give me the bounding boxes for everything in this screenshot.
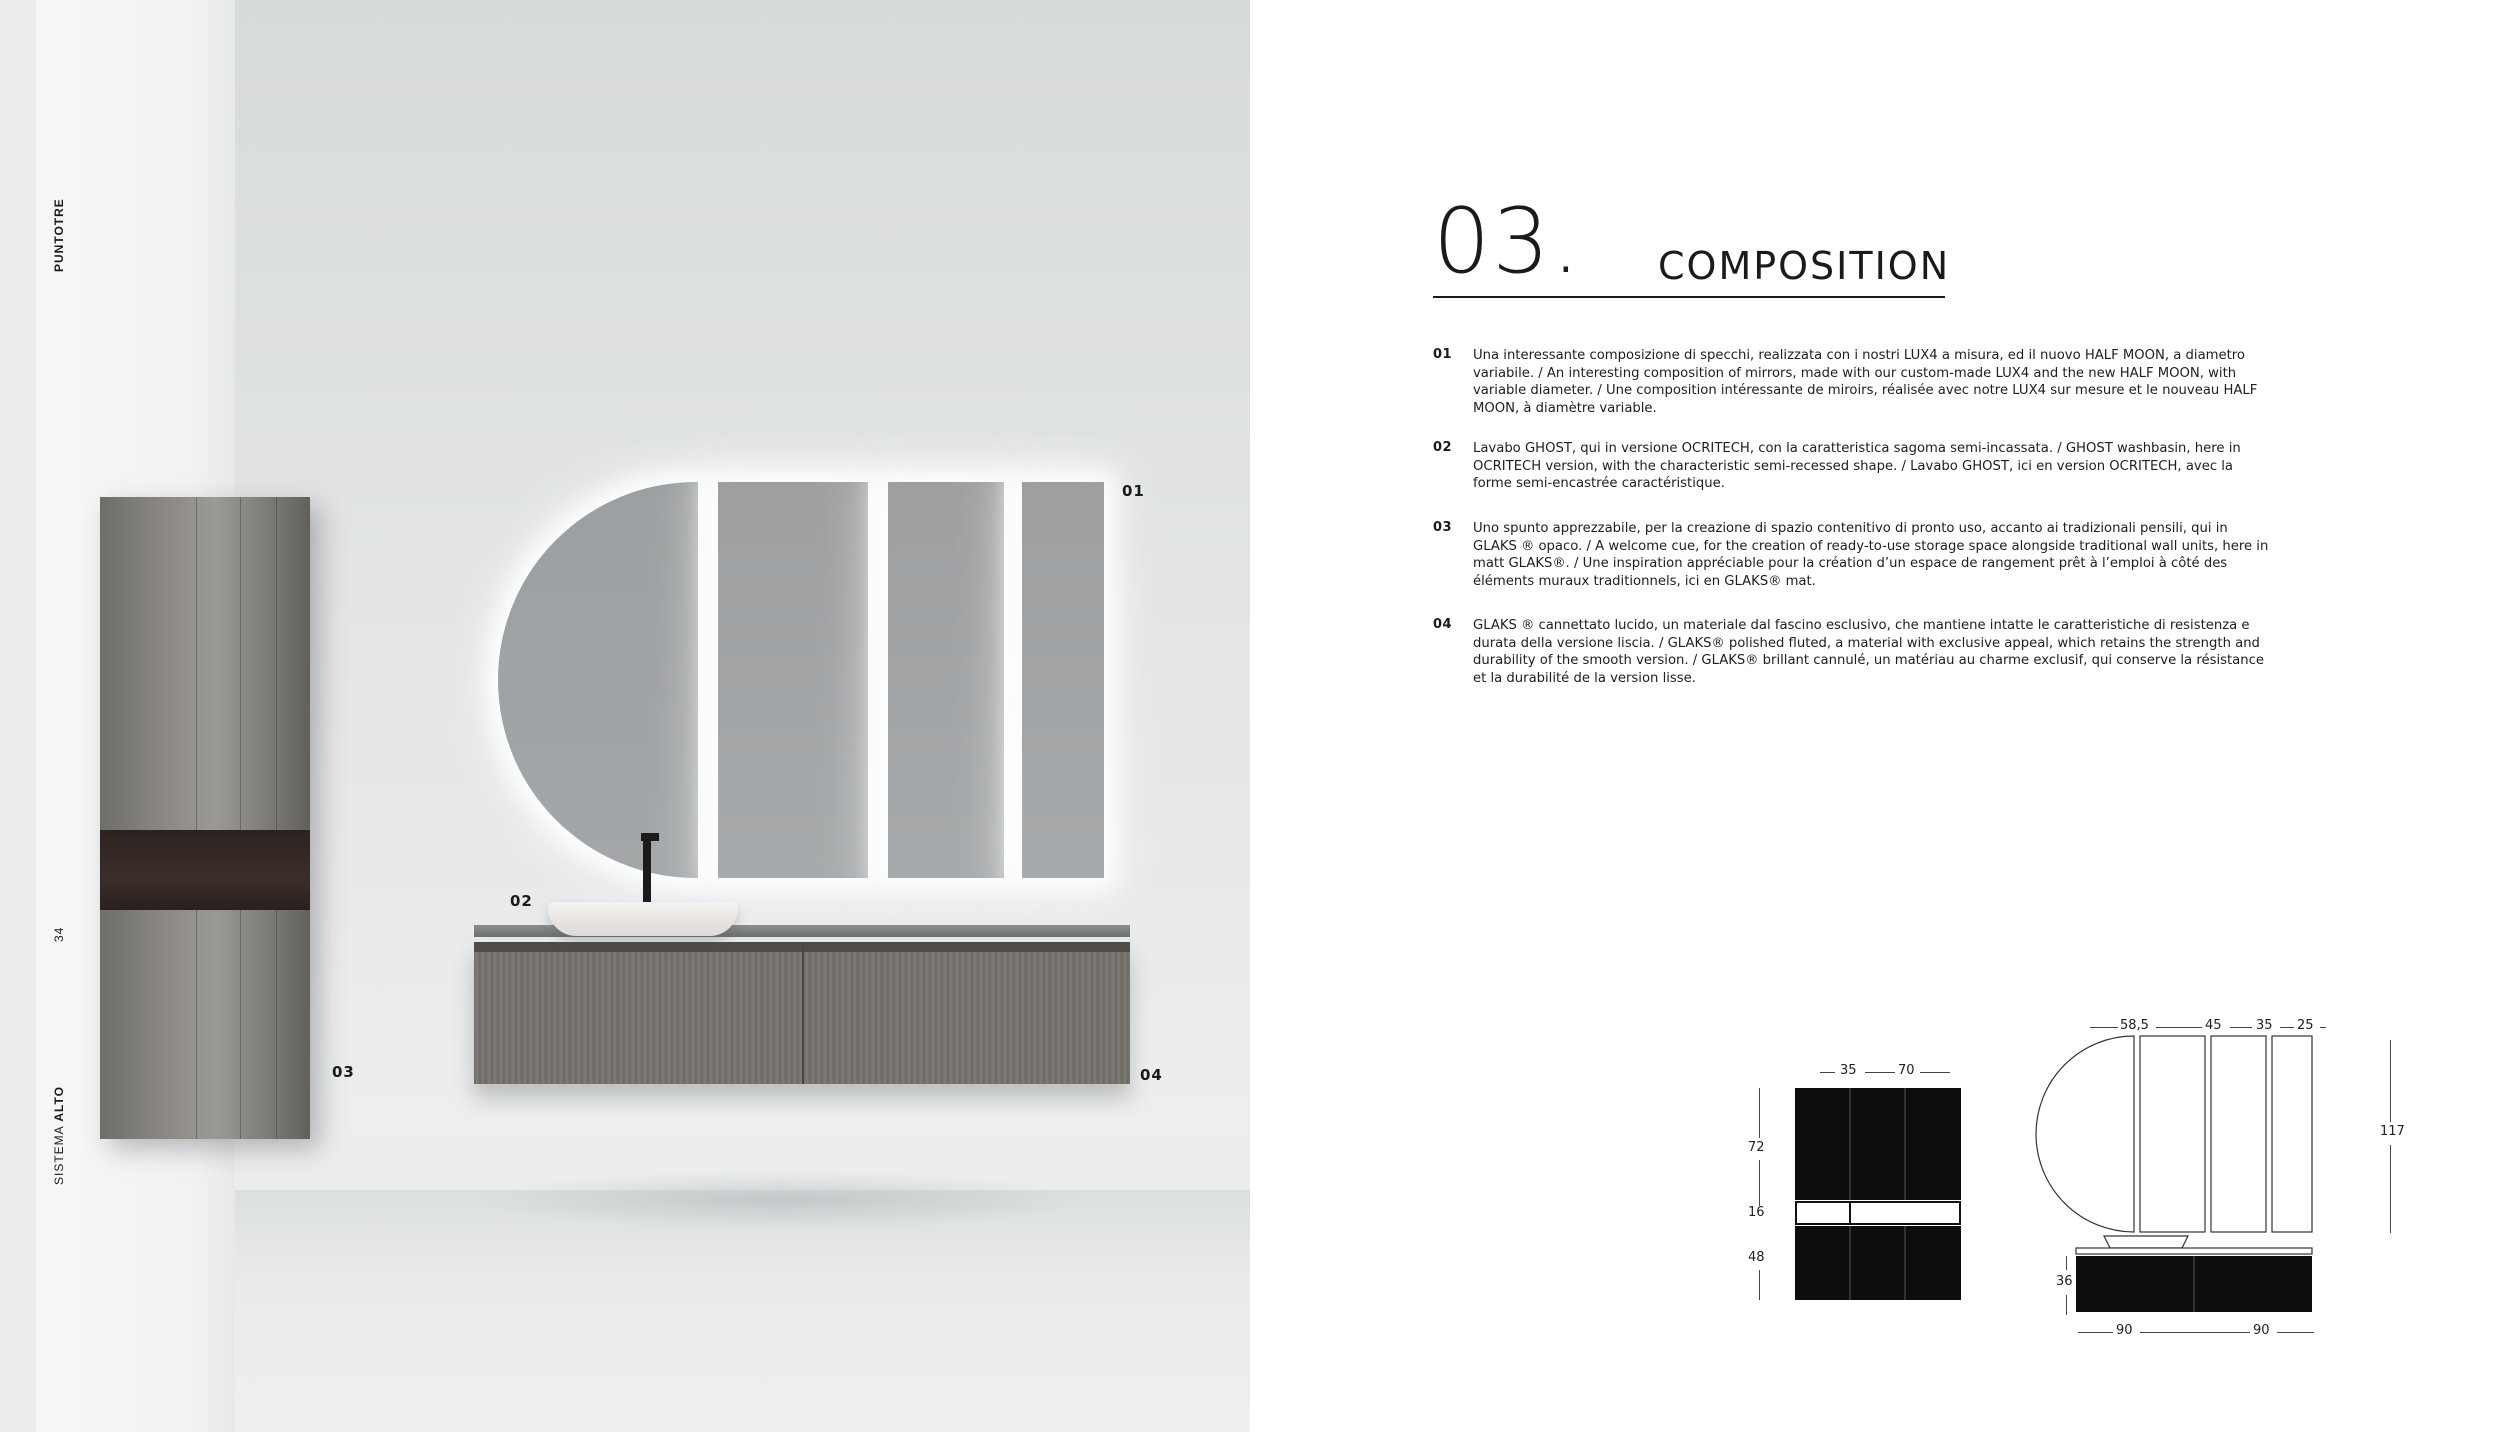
item-number: 04 <box>1433 617 1453 632</box>
section-header <box>1433 189 1951 298</box>
dim-height-16: 16 <box>1748 1205 1765 1220</box>
item-text: Lavabo GHOST, qui in versione OCRITECH, con la caratteristica sagoma semi-incassata. / GHOST washbasin, here in OCRITECH version, with the characteristic semi-recessed shape. / Lavabo GHOST, ici en version OCRITECH, avec la forme semi-encastrée caractéristique. <box>1473 441 2241 491</box>
mirror-vanity-elevation <box>2076 1036 2326 1246</box>
fluted-vanity <box>474 942 1130 1084</box>
dim-height-48: 48 <box>1748 1250 1765 1265</box>
item-number: 03 <box>1433 520 1453 535</box>
text-page <box>1250 0 2500 1432</box>
side-strip <box>0 0 36 1432</box>
callout-03: 03 <box>332 1063 355 1081</box>
tall-unit-elevation <box>1795 1088 1965 1300</box>
dim-vanity-90-left: 90 <box>2116 1323 2133 1338</box>
mirror-panel-2 <box>888 482 1004 878</box>
section-number: 03. <box>1433 189 1583 294</box>
dim-mirror-58-5: 58,5 <box>2120 1018 2149 1033</box>
dim-vanity-90-right: 90 <box>2253 1323 2270 1338</box>
half-moon-mirror <box>498 482 698 878</box>
collection-label: SISTEMA ALTO <box>52 1086 66 1185</box>
cabinet-niche <box>100 830 310 910</box>
faucet-stem <box>643 833 651 903</box>
item-text: Uno spunto apprezzabile, per la creazione di spazio contenitivo di pronto uso, accanto ai tradizionali pensili, qui in GLAKS ® opaco. / A welcome cue, for the creation of ready-to-use storage space alongside traditional wall units, here in matt GLAKS®. / Une inspiration appréciable pour la création d’un espace de rangement prêt à l’emploi à côté des éléments muraux traditionnels, ici en GLAKS® mat. <box>1473 521 2269 589</box>
dim-mirror-45: 45 <box>2205 1018 2222 1033</box>
dim-height-72: 72 <box>1748 1140 1765 1155</box>
mirror-panel-3 <box>1022 482 1104 878</box>
mirror-panel-1 <box>718 482 868 878</box>
tall-cabinet <box>100 497 310 1139</box>
dim-width-70: 70 <box>1898 1063 1915 1078</box>
page-number: 34 <box>52 926 66 942</box>
washbasin <box>548 902 738 936</box>
floor-shadow <box>470 1170 1090 1230</box>
vanity-elevation <box>2076 1236 2326 1316</box>
brand-label: PUNTOTRE <box>52 198 66 272</box>
callout-04: 04 <box>1140 1066 1163 1084</box>
dim-vanity-height-36: 36 <box>2056 1274 2073 1289</box>
callout-01: 01 <box>1122 482 1145 500</box>
callout-02: 02 <box>510 892 533 910</box>
dim-width-35: 35 <box>1840 1063 1857 1078</box>
section-title: COMPOSITION <box>1658 244 1951 288</box>
dim-mirror-35: 35 <box>2256 1018 2273 1033</box>
item-number: 01 <box>1433 347 1453 362</box>
item-text: GLAKS ® cannettato lucido, un materiale dal fascino esclusivo, che mantiene intatte le caratteristiche di resistenza e durata della versione liscia. / GLAKS® polished fluted, a material with exclusive appeal, which retains the strength and durability of the smooth version. / GLAKS® brillant cannulé, un matériau au charme exclusif, qui conserve la résistance et la durabilité de la version lisse. <box>1473 618 2264 686</box>
dim-mirror-25: 25 <box>2297 1018 2314 1033</box>
dim-mirror-height-117: 117 <box>2380 1124 2405 1139</box>
item-number: 02 <box>1433 440 1453 455</box>
item-text: Una interessante composizione di specchi, realizzata con i nostri LUX4 a misura, ed il nuovo HALF MOON, a diametro variabile. / An interesting composition of mirrors, made with our custom-made LUX4 and the new HALF MOON, with variable diameter. / Une composition intéressante de miroirs, réalisée avec notre LUX4 sur mesure et le nouveau HALF MOON, à diamètre variable. <box>1473 348 2258 416</box>
